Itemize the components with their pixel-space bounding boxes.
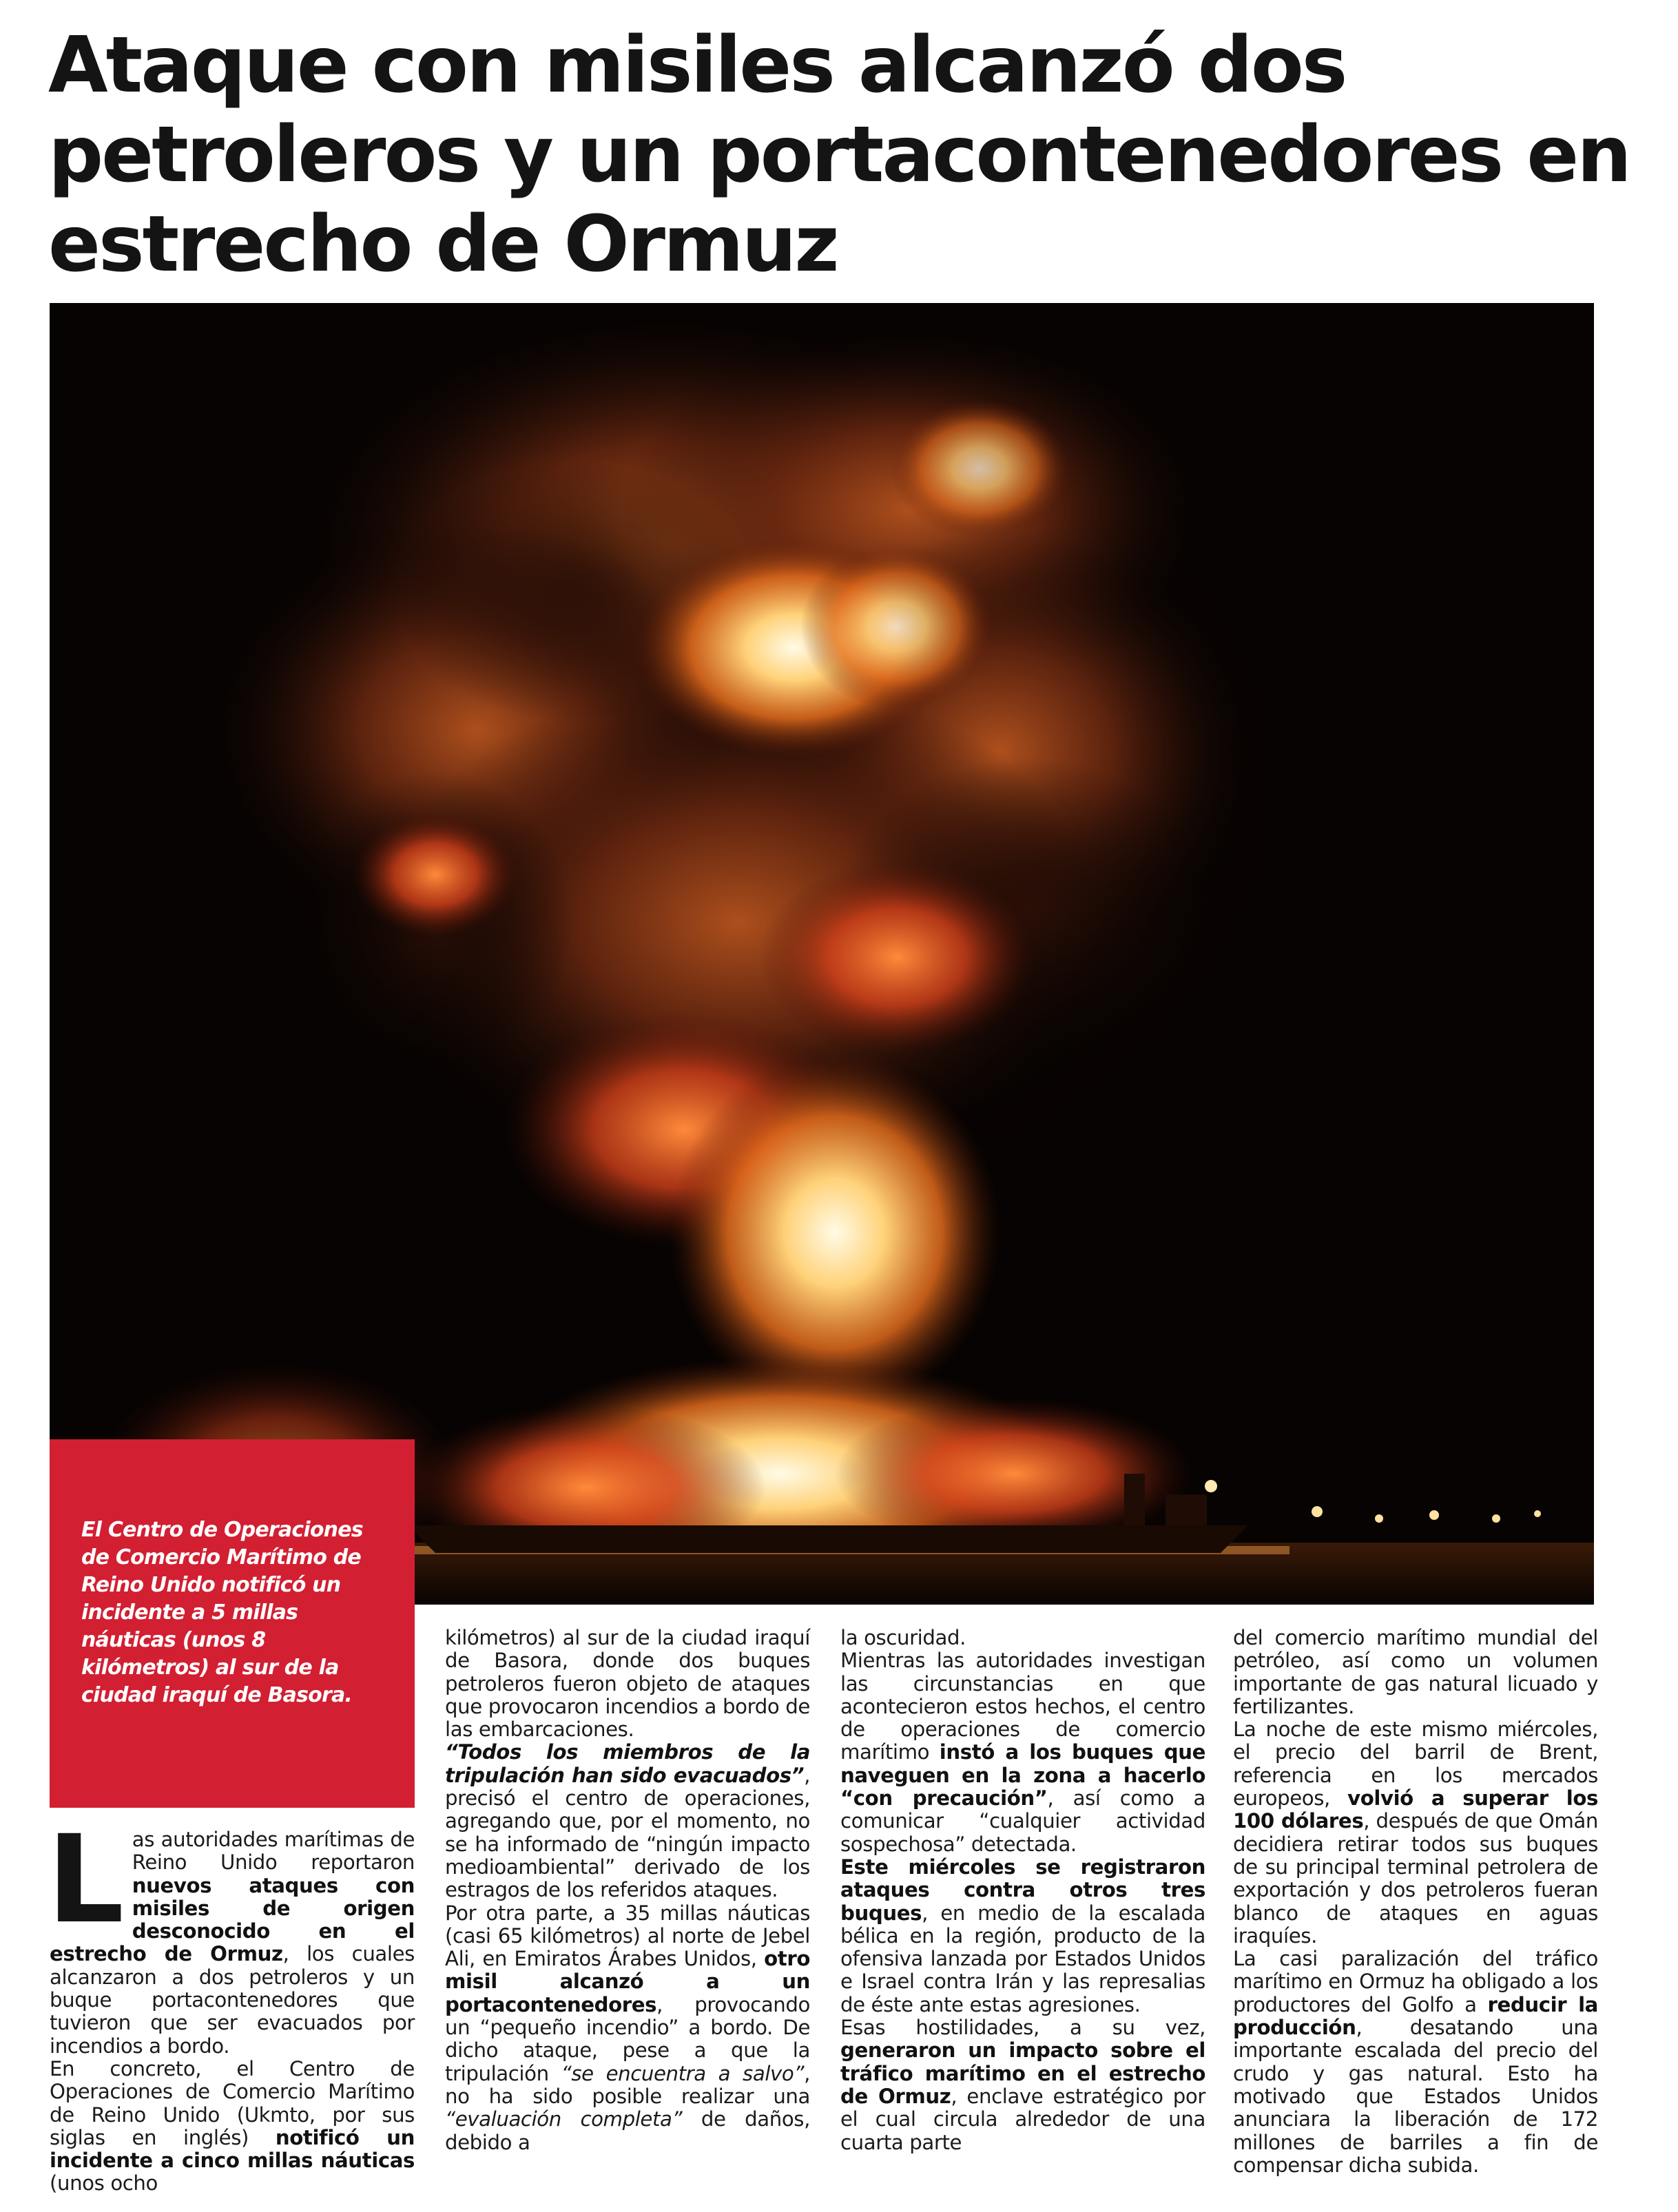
text-run: del comercio marítimo mundial del petróleo, así como un volumen importante de gas natural licuado y fertilizantes.	[1233, 1626, 1598, 1718]
text-run: as autoridades marítimas de Reino Unido reportaron	[132, 1828, 415, 1875]
italic-run: “evaluación completa”	[445, 2107, 683, 2131]
body-column-1	[47, 1809, 415, 2195]
bold-run: reducir la producción	[1233, 1992, 1598, 2040]
text-run: Por otra parte, a 35 millas náuticas (casi 65 kilómetros) al norte de Jebel Ali, en Emiratos Árabes Unidos,	[445, 1901, 810, 1971]
text-run: , desatando una importante escalada del precio del crudo y gas natural. Esto ha motivado que Estados Unidos anunciara la liberación de 172 millones de barriles a fin de compensar dicha subida.	[1233, 2016, 1598, 2177]
text-run: de daños, debido a	[445, 2107, 810, 2154]
bold-run: notificó un incidente a cinco millas náuticas	[50, 2125, 415, 2173]
bold-run: generaron un impacto sobre el tráfico marítimo en el estrecho de Ormuz	[840, 2038, 1205, 2108]
text-run: (unos ocho	[50, 2171, 158, 2195]
caption-box	[50, 1439, 415, 1808]
bold-run: volvió a superar los 100 dólares	[1233, 1786, 1598, 1833]
text-run: kilómetros) al sur de la ciudad iraquí de Basora, donde dos buques petroleros fueron objeto de ataques que provocaron incendios a bordo de las embarcaciones.	[445, 1626, 810, 1742]
paragraph	[50, 2058, 415, 2195]
headline: Ataque con misiles alcanzó dos petroleros y un portacontenedores en estrecho de Ormuz	[48, 21, 1630, 289]
paragraph	[1233, 1627, 1598, 1718]
fire-photo	[50, 303, 1594, 1605]
body-column-3	[840, 1627, 1205, 2154]
bold-run: instó a los buques que naveguen en la zona a hacerlo “con precaución”	[840, 1740, 1205, 1811]
text-run: En concreto, el Centro de Operaciones de Comercio Marítimo de Reino Unido (Ukmto, por sus siglas en inglés)	[50, 2056, 415, 2149]
paragraph	[445, 1741, 810, 1901]
text-run: , enclave estratégico por el cual circula alrededor de una cuarta parte	[840, 2084, 1205, 2154]
text-run: , no ha sido posible realizar una	[445, 2061, 810, 2108]
ship-fire-illustration	[50, 303, 1594, 1605]
text-run: la oscuridad.	[840, 1626, 966, 1649]
text-run: , en medio de la escalada bélica en la región, producto de la ofensiva lanzada por Estados Unidos e Israel contra Irán y las represalias de éste ante estas agresiones.	[840, 1901, 1205, 2016]
paragraph	[1233, 1718, 1598, 1948]
bold-run: otro misil alcanzó a un portacontenedores	[445, 1947, 810, 2016]
bold-run: Este miércoles se registraron ataques contra otros tres buques	[840, 1855, 1205, 1925]
paragraph	[1233, 1948, 1598, 2177]
text-run: La casi paralización del tráfico marítimo en Ormuz ha obligado a los productores del Golfo a	[1233, 1947, 1598, 2016]
paragraph	[840, 1856, 1205, 2016]
paragraph	[840, 1649, 1205, 1856]
text-run: La noche de este mismo miércoles, el precio del barril de Brent, referencia en los mercados europeos,	[1233, 1718, 1598, 1811]
body-column-4	[1233, 1627, 1598, 2177]
text-run: , así como a comunicar “cualquier actividad sospechosa” detectada.	[840, 1786, 1205, 1856]
paragraph	[840, 1627, 1205, 1649]
text-run: , después de que Omán decidiera retirar todos sus buques de su principal terminal petrolera de exportación y dos petroleros fueran blanco de ataques en aguas iraquíes.	[1233, 1809, 1598, 1948]
body-column-2	[445, 1627, 810, 2154]
text-run: Esas hostilidades, a su vez,	[840, 2016, 1205, 2040]
text-run: , los cuales alcanzaron a dos petroleros y un buque portacontenedores que tuvieron que ser evacuados por incendios a bordo.	[50, 1942, 415, 2058]
text-run: , precisó el centro de operaciones, agregando que, por el momento, no se ha informado de “ningún impacto medioambiental” derivado de los estragos de los referidos ataques.	[445, 1763, 810, 1902]
paragraph	[445, 1627, 810, 1741]
paragraph	[445, 1902, 810, 2154]
bold-run: nuevos ataques con misiles de origen desconocido en el estrecho de Ormuz	[50, 1873, 415, 1966]
text-run: , provocando un “pequeño incendio” a bordo. De dicho ataque, pese a que la tripulación	[445, 1992, 810, 2085]
italic-run: “se encuentra a salvo”	[561, 2061, 805, 2085]
photo-caption: El Centro de Operaciones de Comercio Marítimo de Reino Unido notificó un incidente a 5 millas náuticas (unos 8 kilómetros) al sur de la ciudad iraquí de Basora.	[81, 1518, 363, 1707]
drop-cap: L	[47, 1809, 124, 1950]
bold-italic-run: “Todos los miembros de la tripulación han sido evacuados”	[445, 1740, 810, 1787]
paragraph	[840, 2016, 1205, 2154]
text-run: Mientras las autoridades investigan las circunstancias en que acontecieron estos hechos, el centro de operaciones de comercio marítimo	[840, 1649, 1205, 1764]
